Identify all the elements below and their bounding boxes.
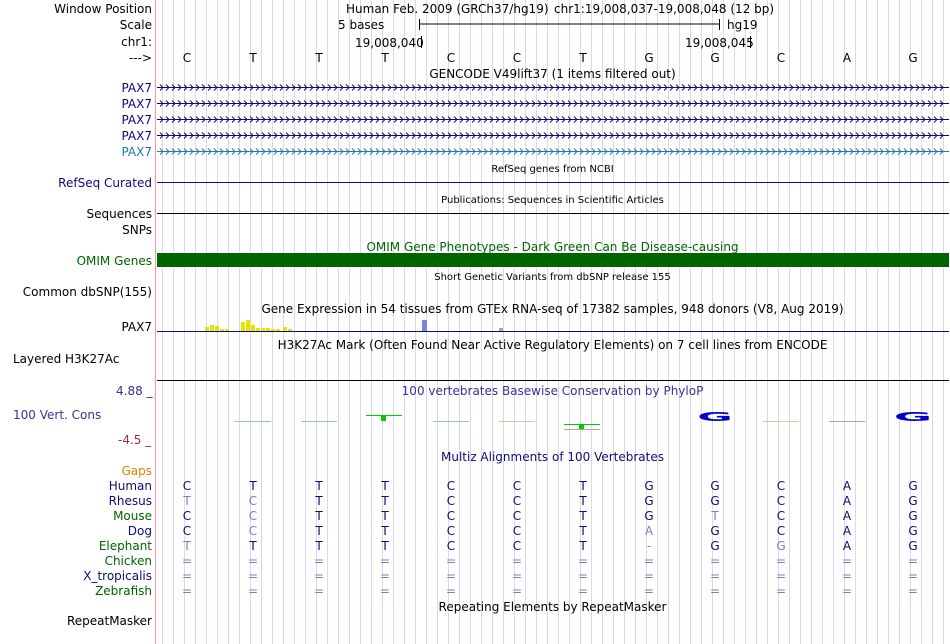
alignment-base: G xyxy=(908,539,918,553)
alignment-base: C xyxy=(512,509,522,523)
dbsnp-track-label[interactable]: Common dbSNP(155) xyxy=(22,285,152,299)
base-10: C xyxy=(776,51,786,65)
gtex-bar[interactable] xyxy=(266,328,270,331)
alignment-base: A xyxy=(842,524,852,538)
omim-track-label[interactable]: OMIM Genes xyxy=(76,254,152,268)
alignment-base: T xyxy=(579,524,587,538)
alignment-base: T xyxy=(381,524,389,538)
gtex-track-label[interactable]: PAX7 xyxy=(121,320,152,334)
h3k27ac-track-label[interactable]: Layered H3K27Ac xyxy=(13,352,120,366)
alignment-base: G xyxy=(710,494,720,508)
alignment-base: C xyxy=(446,524,456,538)
base-12: G xyxy=(908,51,918,65)
alignment-base: T xyxy=(249,539,257,553)
alignment-base: T xyxy=(579,479,587,493)
alignment-base: T xyxy=(381,494,389,508)
alignment-base: = xyxy=(313,584,325,598)
rmsk-track-title: Repeating Elements by RepeatMasker xyxy=(438,600,667,614)
alignment-base: C xyxy=(512,524,522,538)
alignment-base: = xyxy=(577,584,589,598)
window-position-label: Window Position xyxy=(54,2,152,16)
base-8: G xyxy=(644,51,654,65)
alignment-base: = xyxy=(247,554,259,568)
alignment-base: = xyxy=(841,584,853,598)
gtex-bar[interactable] xyxy=(499,328,503,331)
gtex-bar[interactable] xyxy=(246,320,250,331)
alignment-base: C xyxy=(512,494,522,508)
gtex-bar[interactable] xyxy=(215,326,219,331)
alignment-base: G xyxy=(908,479,918,493)
coord-tick-2: 19,008,045 xyxy=(685,36,754,50)
alignment-base: T xyxy=(381,479,389,493)
alignment-base: = xyxy=(841,554,853,568)
alignment-base: C xyxy=(512,539,522,553)
coord-tick-1: 19,008,040 xyxy=(355,36,424,50)
gtex-bar[interactable] xyxy=(271,329,275,331)
alignment-base: G xyxy=(644,479,654,493)
alignment-base: T xyxy=(183,494,191,508)
cons-logo-g: G xyxy=(697,409,733,425)
alignment-base: T xyxy=(579,539,587,553)
gtex-bar[interactable] xyxy=(276,329,280,331)
cons-logo-g: G xyxy=(893,409,933,425)
alignment-base: = xyxy=(181,554,193,568)
gtex-bar[interactable] xyxy=(256,328,260,331)
alignment-base: = xyxy=(577,569,589,583)
gtex-bar[interactable] xyxy=(288,329,292,331)
alignment-base: = xyxy=(181,584,193,598)
alignment-base: = xyxy=(709,554,721,568)
gencode-item-4[interactable]: PAX7 xyxy=(121,129,152,143)
alignment-base: G xyxy=(776,539,786,553)
alignment-base: = xyxy=(643,569,655,583)
alignment-base: C xyxy=(182,509,192,523)
multiz-track-title: Multiz Alignments of 100 Vertebrates xyxy=(440,450,665,464)
cons-track-title: 100 vertebrates Basewise Conservation by PhyloP xyxy=(401,384,704,398)
alignment-base: = xyxy=(511,584,523,598)
gencode-item-2[interactable]: PAX7 xyxy=(121,97,152,111)
alignment-base: T xyxy=(315,494,323,508)
cons-min-label: -4.5 _ xyxy=(118,433,152,447)
alignment-base: G xyxy=(644,509,654,523)
gtex-bar[interactable] xyxy=(241,322,245,331)
alignment-base: T xyxy=(579,494,587,508)
rmsk-track-label[interactable]: RepeatMasker xyxy=(66,614,152,628)
alignment-base: - xyxy=(646,539,652,553)
gencode-item-5[interactable]: PAX7 xyxy=(121,145,152,159)
alignment-base: C xyxy=(776,524,786,538)
scale-text: 5 bases xyxy=(338,18,385,32)
alignment-base: G xyxy=(644,494,654,508)
gencode-item-1[interactable]: PAX7 xyxy=(121,81,152,95)
refseq-track-title: RefSeq genes from NCBI xyxy=(491,164,614,175)
species-label-human[interactable]: Human xyxy=(108,479,152,493)
gtex-bar[interactable] xyxy=(422,320,427,331)
alignment-base: T xyxy=(315,479,323,493)
alignment-base: = xyxy=(907,569,919,583)
alignment-base: A xyxy=(842,494,852,508)
base-11: A xyxy=(842,51,852,65)
alignment-base: C xyxy=(248,509,258,523)
cons-mark xyxy=(381,415,386,421)
alignment-base: = xyxy=(643,584,655,598)
omim-track-title: OMIM Gene Phenotypes - Dark Green Can Be Disease-causing xyxy=(366,240,739,254)
pubs-sequences-label[interactable]: Sequences xyxy=(86,207,152,221)
alignment-base: C xyxy=(446,509,456,523)
base-6: C xyxy=(512,51,522,65)
alignment-base: = xyxy=(709,584,721,598)
alignment-base: T xyxy=(249,479,257,493)
alignment-base: = xyxy=(775,554,787,568)
alignment-base: = xyxy=(379,584,391,598)
pubs-snps-label[interactable]: SNPs xyxy=(122,223,152,237)
gtex-bar[interactable] xyxy=(220,329,224,331)
alignment-base: T xyxy=(579,509,587,523)
species-label-rhesus[interactable]: Rhesus xyxy=(108,494,152,508)
alignment-base: = xyxy=(247,584,259,598)
alignment-base: = xyxy=(445,569,457,583)
alignment-base: C xyxy=(446,539,456,553)
alignment-base: T xyxy=(711,509,719,523)
alignment-base: = xyxy=(379,569,391,583)
gaps-label[interactable]: Gaps xyxy=(121,464,152,478)
alignment-base: G xyxy=(710,539,720,553)
alignment-base: = xyxy=(445,554,457,568)
species-label-mouse[interactable]: Mouse xyxy=(113,509,152,523)
alignment-base: = xyxy=(313,569,325,583)
alignment-base: C xyxy=(248,524,258,538)
alignment-base: T xyxy=(315,539,323,553)
refseq-track-label[interactable]: RefSeq Curated xyxy=(58,176,152,190)
alignment-base: C xyxy=(182,524,192,538)
base-4: T xyxy=(381,51,389,65)
alignment-base: A xyxy=(842,509,852,523)
scale-label: Scale xyxy=(119,18,152,32)
alignment-base: = xyxy=(379,554,391,568)
base-5: C xyxy=(446,51,456,65)
base-7: T xyxy=(579,51,587,65)
alignment-base: T xyxy=(315,509,323,523)
alignment-base: C xyxy=(776,509,786,523)
base-2: T xyxy=(249,51,257,65)
cons-max-label: 4.88 _ xyxy=(116,384,153,398)
alignment-base: C xyxy=(512,479,522,493)
species-label-dog[interactable]: Dog xyxy=(127,524,152,538)
alignment-base: = xyxy=(709,569,721,583)
alignment-base: = xyxy=(775,569,787,583)
pubs-track-title: Publications: Sequences in Scientific Articles xyxy=(441,195,664,206)
base-1: C xyxy=(182,51,192,65)
alignment-base: G xyxy=(908,494,918,508)
alignment-base: = xyxy=(643,554,655,568)
alignment-base: = xyxy=(511,554,523,568)
cons-mark xyxy=(579,424,584,429)
gtex-bar[interactable] xyxy=(205,327,209,331)
alignment-base: C xyxy=(182,479,192,493)
alignment-base: = xyxy=(445,584,457,598)
gtex-bar[interactable] xyxy=(225,329,229,331)
alignment-base: G xyxy=(710,524,720,538)
base-9: G xyxy=(710,51,720,65)
gencode-track-title: GENCODE V49lift37 (1 items filtered out) xyxy=(429,67,676,81)
alignment-base: T xyxy=(381,509,389,523)
chrom-label: chr1: xyxy=(121,35,152,49)
alignment-base: A xyxy=(644,524,654,538)
alignment-base: C xyxy=(776,494,786,508)
species-label-x_tropicalis[interactable]: X_tropicalis xyxy=(83,569,152,583)
alignment-base: T xyxy=(315,524,323,538)
species-label-elephant[interactable]: Elephant xyxy=(98,539,152,553)
alignment-base: C xyxy=(446,494,456,508)
position-readout: chr1:19,008,037-19,008,048 (12 bp) xyxy=(554,2,775,16)
alignment-base: T xyxy=(183,539,191,553)
alignment-base: = xyxy=(313,554,325,568)
assembly-title: Human Feb. 2009 (GRCh37/hg19) xyxy=(346,2,549,16)
alignment-base: = xyxy=(841,569,853,583)
alignment-base: = xyxy=(247,569,259,583)
alignment-base: C xyxy=(776,479,786,493)
gtex-track-title: Gene Expression in 54 tissues from GTEx RNA-seq of 17382 samples, 948 donors (V8, Aug 2019) xyxy=(261,302,844,316)
alignment-base: = xyxy=(511,569,523,583)
gtex-bar[interactable] xyxy=(210,325,214,331)
alignment-base: = xyxy=(907,554,919,568)
gtex-bar[interactable] xyxy=(283,327,287,331)
gencode-item-3[interactable]: PAX7 xyxy=(121,113,152,127)
alignment-base: T xyxy=(381,539,389,553)
alignment-base: = xyxy=(775,584,787,598)
alignment-base: G xyxy=(908,524,918,538)
alignment-base: A xyxy=(842,479,852,493)
alignment-base: A xyxy=(842,539,852,553)
alignment-base: = xyxy=(907,584,919,598)
strand-arrow-label: ---> xyxy=(128,51,152,65)
species-label-chicken[interactable]: Chicken xyxy=(104,554,152,568)
species-label-zebrafish[interactable]: Zebrafish xyxy=(95,584,152,598)
alignment-base: G xyxy=(908,509,918,523)
alignment-base: = xyxy=(577,554,589,568)
dbsnp-track-title: Short Genetic Variants from dbSNP release 155 xyxy=(434,272,671,283)
cons-track-label[interactable]: 100 Vert. Cons xyxy=(13,408,102,422)
alignment-base: C xyxy=(248,494,258,508)
gtex-bar[interactable] xyxy=(251,325,255,331)
alignment-base: = xyxy=(181,569,193,583)
db-label: hg19 xyxy=(727,18,758,32)
alignment-base: G xyxy=(710,479,720,493)
alignment-base: C xyxy=(446,479,456,493)
omim-bar[interactable] xyxy=(157,253,949,267)
base-3: T xyxy=(315,51,323,65)
h3k27ac-track-title: H3K27Ac Mark (Often Found Near Active Regulatory Elements) on 7 cell lines from ENCODE xyxy=(277,338,828,352)
gtex-bar[interactable] xyxy=(261,328,265,331)
